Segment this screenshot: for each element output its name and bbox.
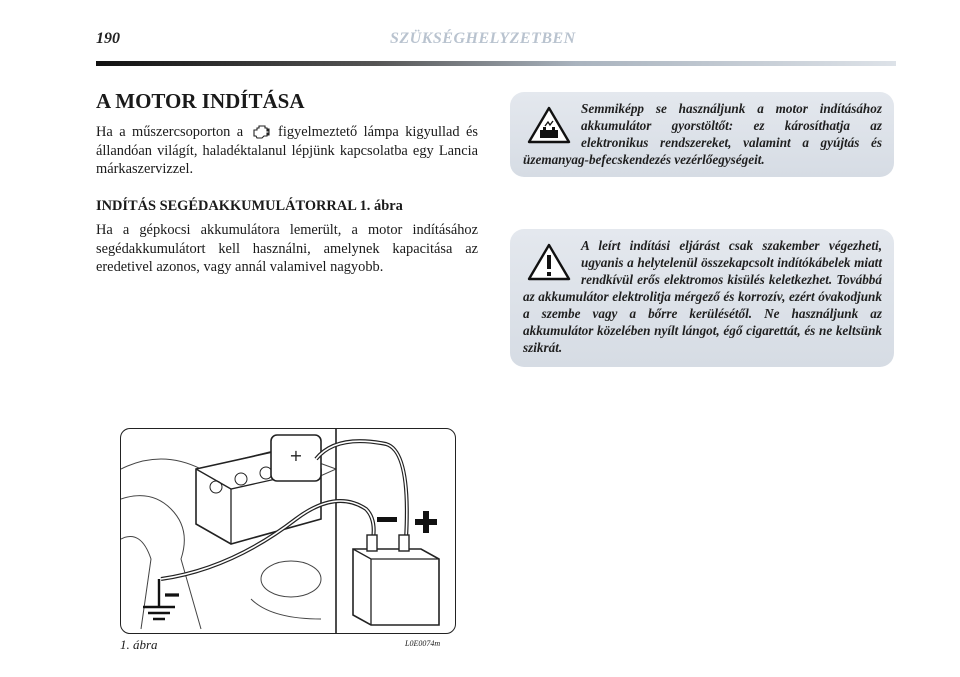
positive-cable	[316, 441, 407, 539]
page-number: 190	[96, 30, 120, 47]
svg-text:+: +	[289, 446, 303, 465]
warning-note-procedure-text: A leírt indítási eljárást csak szakember végezheti, ugyanis a helytelenül összekapcsolt indítókábelek miatt rendkívül erős elektromos kisülés keletkezhet. Továbbá az akkumulátor elektrolitja mérgező és korrozív, ezért óvakodjunk a szembe vagy a bőrre kerülésétől. Ne használjunk az akkumulátor közelében nyílt lángot, égő cigarettát, és ne keltsünk szikrát.	[523, 238, 882, 355]
battery-charger-warning-icon	[527, 106, 571, 144]
warning-note-charger	[510, 92, 894, 177]
warning-note-charger-text: Semmiképp se használjunk a motor indításához akkumulátor gyorstöltőt: ez károsíthatja az elektronikus rendszereket, valamint a gyújtás és üzemanyag-befecskendezés vezérlőegységeit.	[523, 101, 882, 167]
header-rule	[96, 61, 896, 66]
figure-caption: 1. ábra	[120, 637, 158, 652]
warning-exclamation-icon	[527, 243, 571, 281]
engine-fault-warning-icon	[252, 123, 270, 139]
figure-code: L0E0074m	[405, 639, 441, 648]
section-title: A MOTOR INDÍTÁSA	[96, 89, 305, 113]
jump-start-figure	[120, 428, 456, 634]
jump-start-illustration	[121, 429, 455, 633]
ground-icon	[143, 579, 179, 619]
auxiliary-battery	[353, 535, 439, 625]
intro-text-start: Ha a műszercsoporton a	[96, 124, 244, 140]
plus-icon	[415, 511, 437, 533]
intro-paragraph	[96, 123, 478, 179]
subheading: INDÍTÁS SEGÉDAKKUMULÁTORRAL 1. ábra	[96, 198, 403, 214]
body-paragraph: Ha a gépkocsi akkumulátora lemerült, a motor indításához segédakkumulátort kell használni, amelynek kapacitása az eredetivel azonos, vagy annál valamivel nagyobb.	[96, 222, 478, 275]
minus-icon	[377, 517, 397, 522]
intro-text-end: figyelmeztető lámpa kigyullad és állandóan világít, haladéktalanul lépjünk kapcsolatba egy Lancia márkaszervizzel.	[96, 124, 478, 177]
warning-note-procedure	[510, 229, 894, 367]
running-head: SZÜKSÉGHELYZETBEN	[390, 30, 576, 47]
vehicle-battery	[196, 435, 321, 544]
